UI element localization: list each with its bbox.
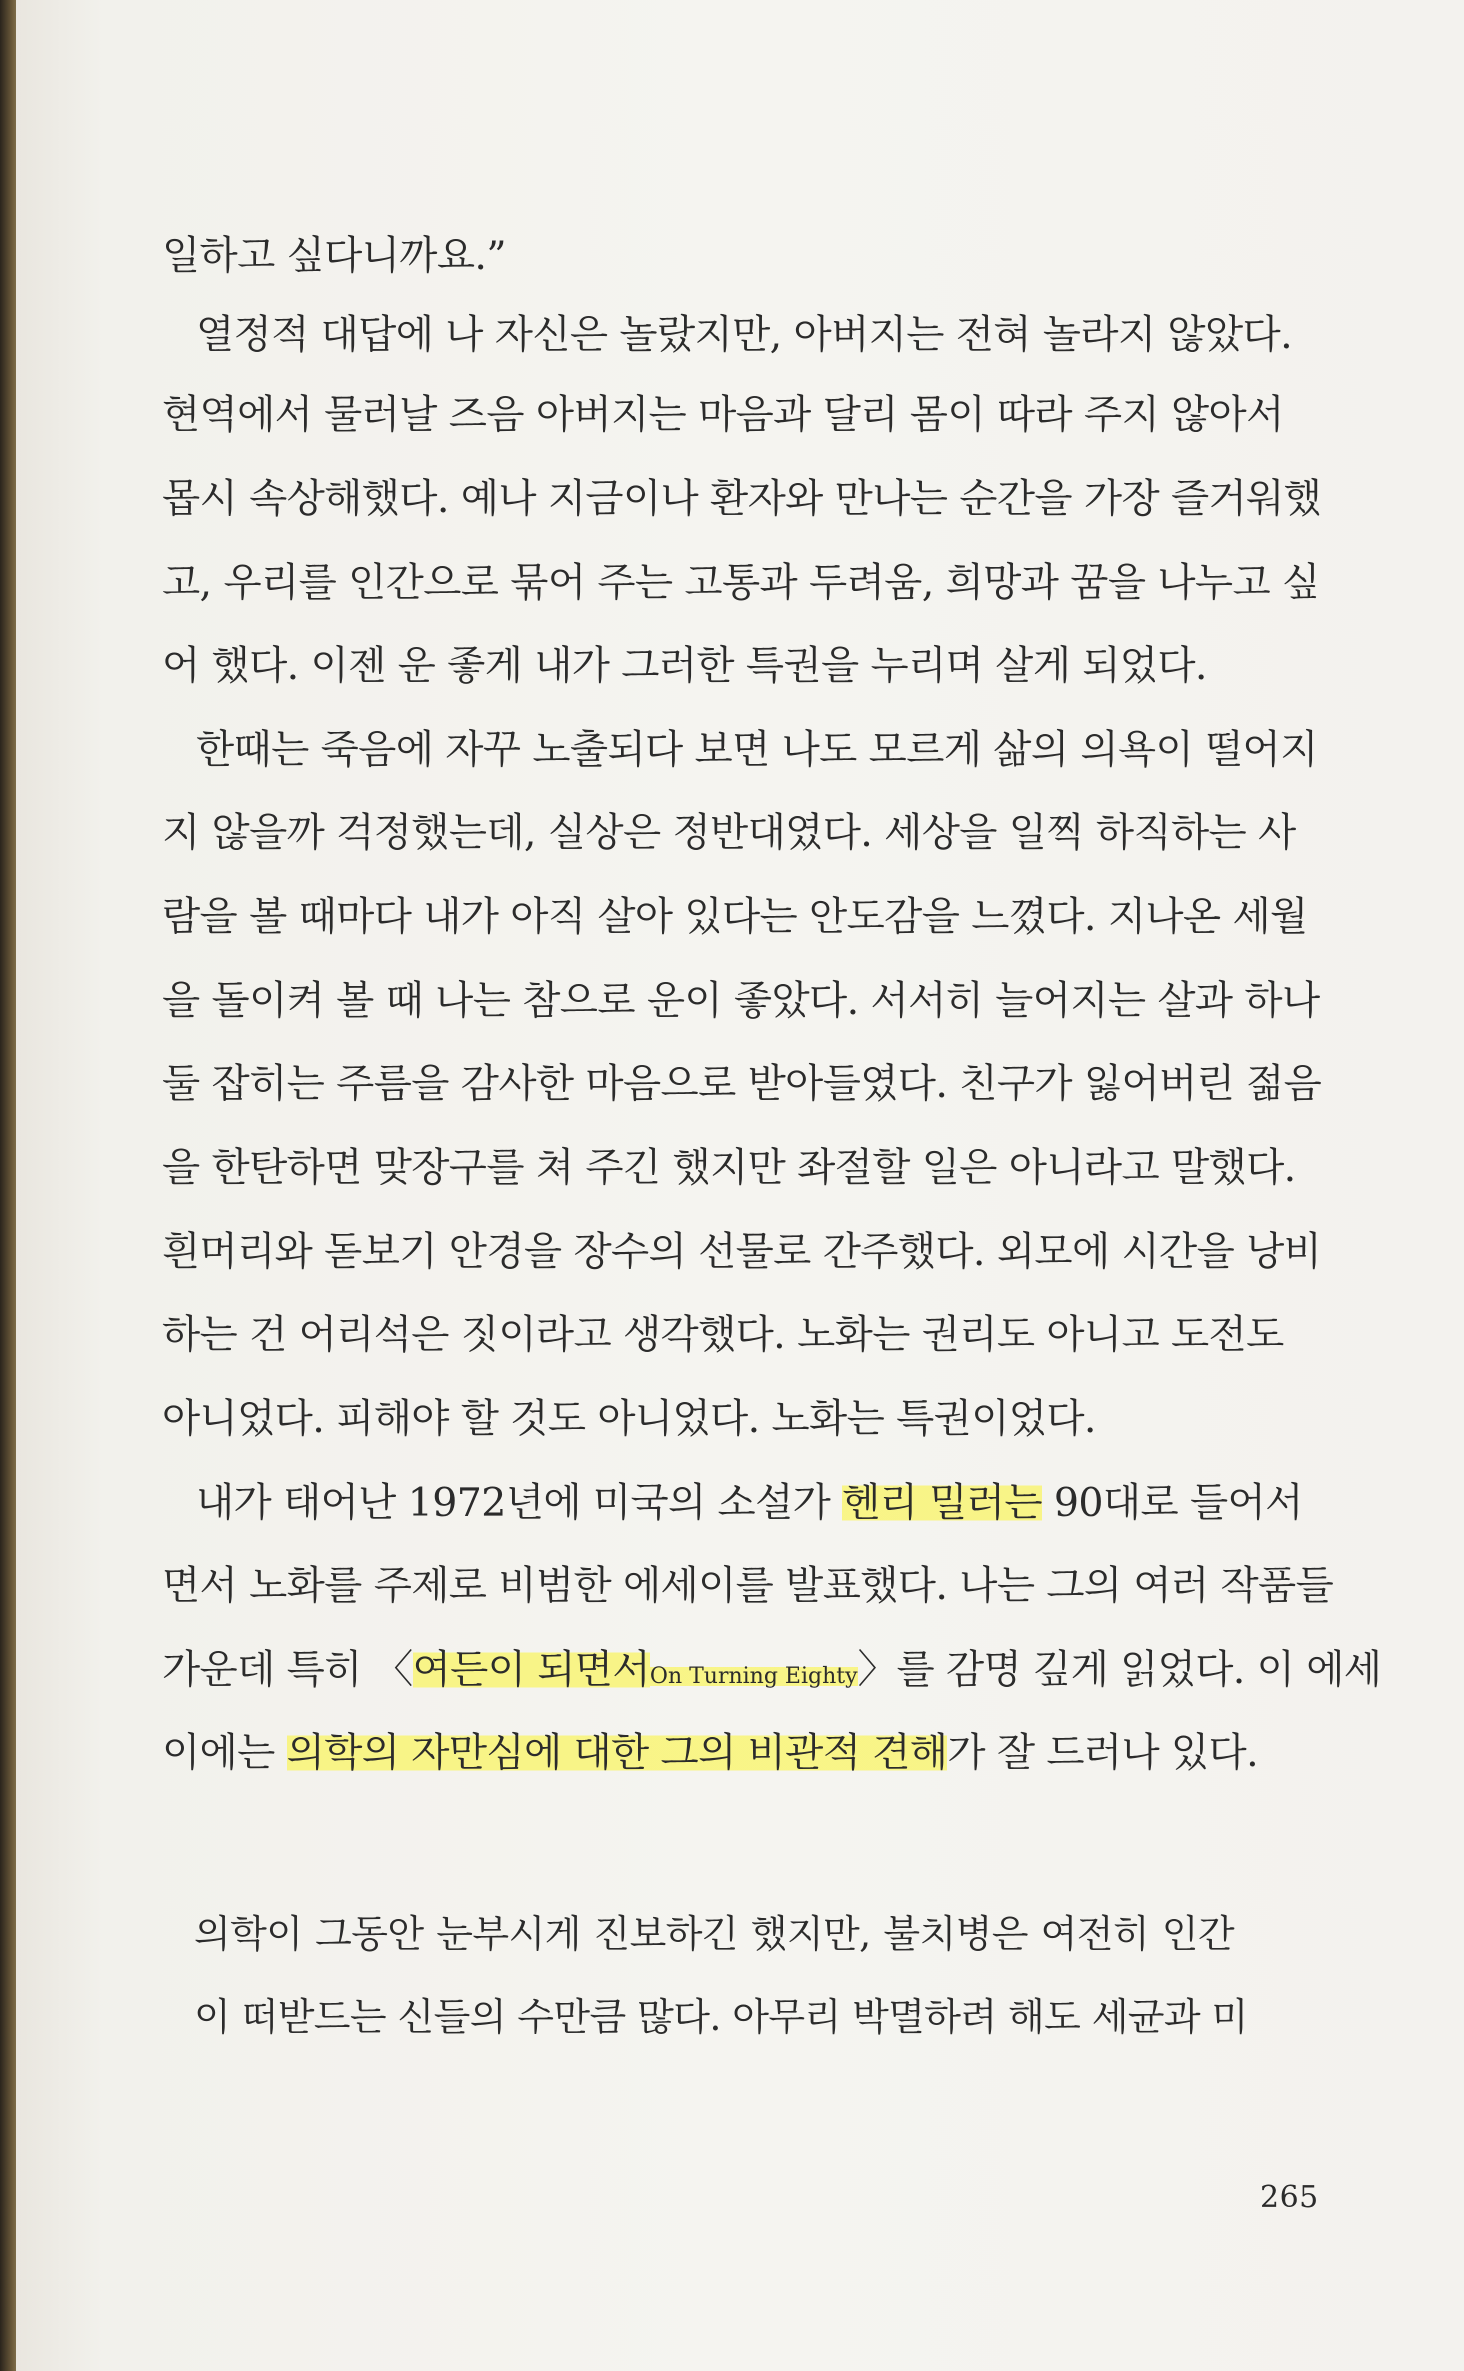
essay-english-title: On Turning Eighty	[649, 1664, 858, 1689]
highlighted-essay-title: 여든이 되면서	[412, 1647, 650, 1693]
text-segment: 90대로 들어서	[1041, 1480, 1303, 1526]
text-segment: 내가 태어난 1972년에 미국의 소설가	[196, 1480, 843, 1526]
body-text-line: 열정적 대답에 나 자신은 놀랐지만, 아버지는 전혀 놀라지 않았다.	[196, 312, 1293, 358]
body-text-line: 하는 건 어리석은 짓이라고 생각했다. 노화는 권리도 아니고 도전도	[162, 1312, 1284, 1358]
block-quote-line: 이 떠받드는 신들의 수만큼 많다. 아무리 박멸하려 해도 세균과 미	[194, 1995, 1248, 2039]
body-text-line: 현역에서 물러날 즈음 아버지는 마음과 달리 몸이 따라 주지 않아서	[162, 392, 1284, 438]
text-segment: 가운데 특히 〈	[162, 1647, 413, 1693]
body-text-line: 람을 볼 때마다 내가 아직 살아 있다는 안도감을 느꼈다. 지나온 세월	[162, 894, 1308, 940]
body-text-line: 을 한탄하면 맞장구를 쳐 주긴 했지만 좌절할 일은 아니라고 말했다.	[162, 1145, 1296, 1191]
body-text-line	[162, 1473, 1303, 1533]
body-text-line: 면서 노화를 주제로 비범한 에세이를 발표했다. 나는 그의 여러 작품들	[162, 1563, 1334, 1609]
body-text-line: 어 했다. 이젠 운 좋게 내가 그러한 특권을 누리며 살게 되었다.	[162, 643, 1207, 689]
body-text-line: 한때는 죽음에 자꾸 노출되다 보면 나도 모르게 삶의 의욕이 떨어지	[196, 727, 1318, 773]
body-text-line: 둘 잡히는 주름을 감사한 마음으로 받아들였다. 친구가 잃어버린 젊음	[162, 1061, 1322, 1107]
body-text-line: 몹시 속상해했다. 예나 지금이나 환자와 만나는 순간을 가장 즐거워했	[162, 476, 1322, 522]
body-text-line: 고, 우리를 인간으로 묶어 주는 고통과 두려움, 희망과 꿈을 나누고 싶	[162, 560, 1320, 606]
body-text-line: 아니었다. 피해야 할 것도 아니었다. 노화는 특권이었다.	[162, 1396, 1096, 1442]
text-segment: 가 잘 드러나 있다.	[947, 1730, 1259, 1776]
text-segment: 〉를 감명 깊게 읽었다. 이 에세	[857, 1647, 1382, 1693]
highlighted-author-name: 헨리 밀러는	[842, 1480, 1042, 1526]
book-page	[16, 0, 1464, 2371]
highlighted-phrase: 의학의 자만심에 대한 그의 비관적 견해	[286, 1730, 948, 1776]
text-segment: 이에는	[162, 1730, 287, 1776]
body-text-line: 일하고 싶다니까요.”	[162, 233, 506, 279]
body-text-line: 흰머리와 돋보기 안경을 장수의 선물로 간주했다. 외모에 시간을 낭비	[162, 1229, 1322, 1275]
page-number: 265	[1260, 2180, 1319, 2215]
body-text-line	[162, 1723, 1272, 1783]
body-text-line: 지 않을까 걱정했는데, 실상은 정반대였다. 세상을 일찍 하직하는 사	[162, 810, 1296, 856]
block-quote-line: 의학이 그동안 눈부시게 진보하긴 했지만, 불치병은 여전히 인간	[194, 1912, 1234, 1956]
body-text-line: 을 돌이켜 볼 때 나는 참으로 운이 좋았다. 서서히 늘어지는 살과 하나	[162, 978, 1320, 1024]
body-text-line	[162, 1640, 1382, 1707]
